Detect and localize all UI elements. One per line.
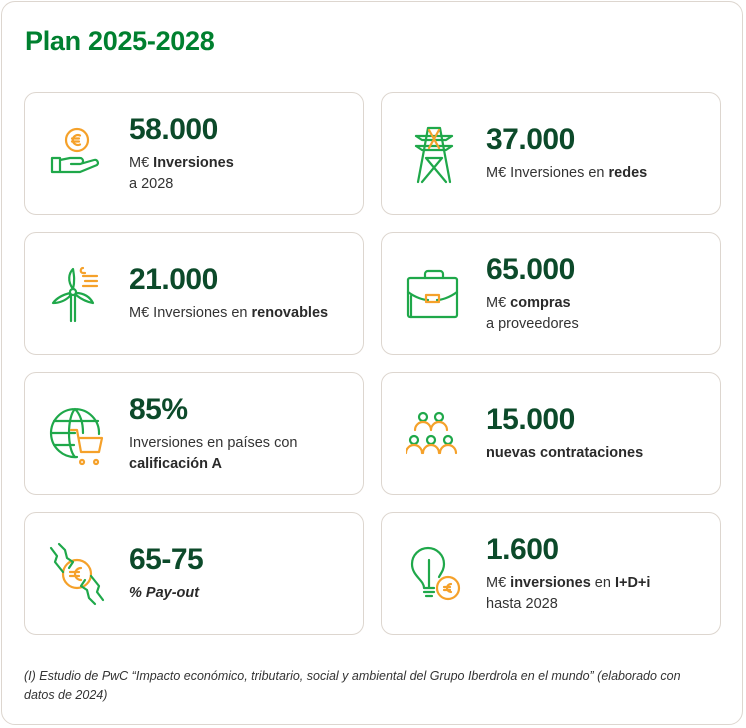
hands-exchange-euro-icon bbox=[49, 542, 105, 606]
footnote: (I) Estudio de PwC “Impacto económico, tributario, social y ambiental del Grupo Iberdrola en el mundo” (elaborado con datos de 2024) bbox=[24, 669, 681, 702]
stat-description: M€ compras a proveedores bbox=[486, 294, 579, 332]
stat-description: M€ Inversiones en redes bbox=[486, 165, 648, 181]
stat-value: 58.000 bbox=[129, 112, 218, 146]
page-title: Plan 2025-2028 bbox=[25, 26, 215, 56]
stat-description: % Pay-out bbox=[129, 585, 200, 601]
globe-cart-icon bbox=[49, 402, 105, 466]
lightbulb-euro-icon bbox=[406, 542, 462, 606]
briefcase-icon bbox=[406, 262, 462, 326]
stat-description: M€ Inversiones en renovables bbox=[129, 305, 329, 321]
wind-turbine-icon bbox=[49, 262, 105, 326]
stat-value: 1.600 bbox=[486, 532, 559, 566]
stat-card bbox=[381, 92, 721, 215]
stat-value: 65.000 bbox=[486, 252, 575, 286]
stat-card bbox=[24, 512, 364, 635]
stat-card bbox=[381, 512, 721, 635]
stat-card bbox=[24, 232, 364, 355]
stat-description: nuevas contrataciones bbox=[486, 445, 644, 461]
people-group-icon bbox=[406, 402, 462, 466]
stat-description: M€ Inversiones a 2028 bbox=[129, 154, 234, 192]
stat-card bbox=[381, 232, 721, 355]
stat-value: 85% bbox=[129, 392, 188, 426]
stat-description: Inversiones en países con calificación A bbox=[129, 434, 298, 472]
stat-value: 65-75 bbox=[129, 543, 204, 576]
stat-card bbox=[381, 372, 721, 495]
stat-card bbox=[24, 92, 364, 215]
stat-value: 15.000 bbox=[486, 403, 575, 436]
stat-value: 37.000 bbox=[486, 123, 575, 156]
power-tower-icon bbox=[406, 122, 462, 186]
stat-value: 21.000 bbox=[129, 263, 218, 296]
hand-euro-icon bbox=[49, 122, 105, 186]
stat-description: M€ inversiones en I+D+i hasta 2028 bbox=[486, 574, 651, 612]
stat-card bbox=[24, 372, 364, 495]
